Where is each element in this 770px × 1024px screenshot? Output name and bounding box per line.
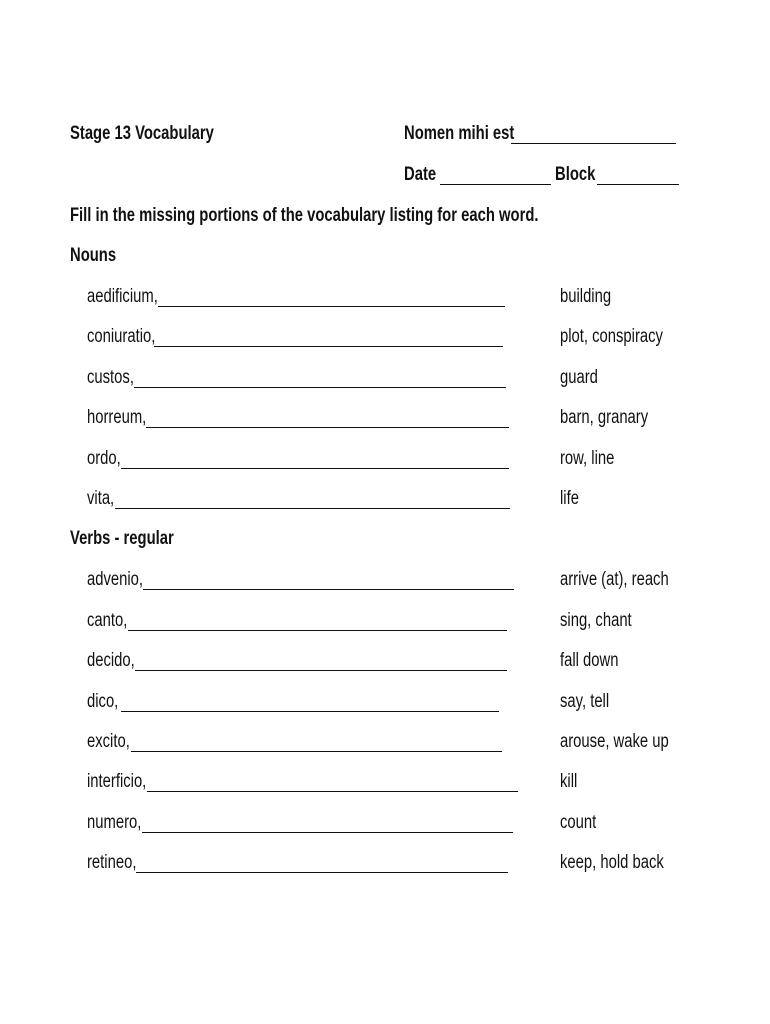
answer-line[interactable] [142,832,513,833]
block-field[interactable] [597,184,679,185]
answer-line[interactable] [143,589,514,590]
noun-meaning: guard [560,367,598,388]
verb-meaning: keep, hold back [560,852,664,873]
answer-line[interactable] [121,468,509,469]
name-field[interactable] [511,143,676,144]
verb-word: numero, [87,812,142,833]
answer-line[interactable] [135,670,507,671]
worksheet-title: Stage 13 Vocabulary [70,123,214,144]
verb-meaning: arouse, wake up [560,731,669,752]
answer-line[interactable] [146,427,509,428]
answer-line[interactable] [131,751,502,752]
answer-line[interactable] [115,508,510,509]
verb-word: canto, [87,610,128,631]
noun-meaning: barn, granary [560,407,649,428]
verb-meaning: kill [560,771,578,792]
noun-word: horreum, [87,407,147,428]
noun-word: vita, [87,488,115,509]
answer-line[interactable] [147,791,518,792]
date-label: Date [404,164,437,185]
noun-meaning: row, line [560,448,615,469]
name-label: Nomen mihi est [404,123,515,144]
block-label: Block [555,164,596,185]
noun-meaning: building [560,286,612,307]
noun-word: coniuratio, [87,326,156,347]
date-field[interactable] [440,184,551,185]
verb-word: decido, [87,650,135,671]
verb-meaning: sing, chant [560,610,632,631]
answer-line[interactable] [136,872,508,873]
verb-meaning: arrive (at), reach [560,569,669,590]
answer-line[interactable] [134,387,506,388]
answer-line[interactable] [158,306,505,307]
verb-word: excito, [87,731,130,752]
noun-meaning: plot, conspiracy [560,326,663,347]
answer-line[interactable] [121,711,499,712]
section-heading-nouns: Nouns [70,245,117,266]
section-heading-verbs-regular: Verbs - regular [70,528,174,549]
noun-word: ordo, [87,448,121,469]
verb-meaning: count [560,812,597,833]
verb-word: dico, [87,691,119,712]
verb-meaning: say, tell [560,691,610,712]
answer-line[interactable] [128,630,507,631]
answer-line[interactable] [154,346,503,347]
verb-word: retineo, [87,852,137,873]
verb-meaning: fall down [560,650,619,671]
noun-meaning: life [560,488,579,509]
noun-word: custos, [87,367,134,388]
verb-word: advenio, [87,569,144,590]
instructions: Fill in the missing portions of the vocabulary listing for each word. [70,205,539,226]
verb-word: interficio, [87,771,147,792]
noun-word: aedificium, [87,286,158,307]
